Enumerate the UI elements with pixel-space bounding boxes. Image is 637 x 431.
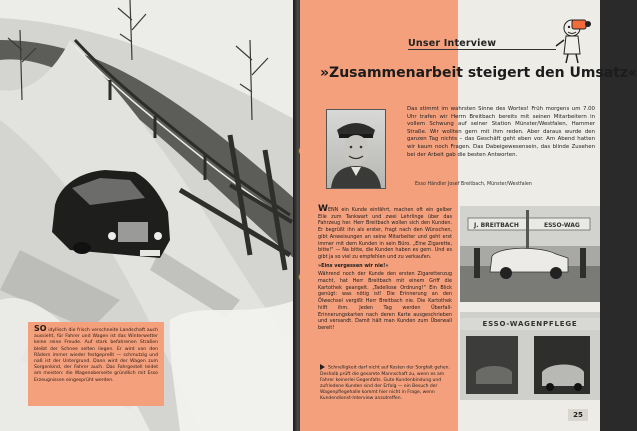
caption-paragraph [34, 326, 158, 384]
body-text-2: Während noch der Kunde den ersten Zigarettenzug macht, hat Herr Breitbach mit einem Griff die Kartothek geangelt. „Tadellose Ordnung!" Ein Blick genügt: was nötig ist! Die Erinnerung an den Ölwechsel vergißt Herr Breitbach nie. Die Kartothek hilft ihm. Jeden Tag werden Überfall-Erinnerungskarten nach deren Karte ausgeschrieben und versandt. Damit hält man Kunden zum Überwall bereit! [318, 271, 452, 331]
portrait-caption: Esso Händler Josef Breitbach, Münster/Westfalen [415, 182, 532, 187]
right-page [300, 0, 637, 431]
left-page [0, 0, 296, 431]
caption-initial: SO [34, 324, 47, 333]
section-label: Unser Interview [408, 38, 497, 49]
body-text-1: ENN ein Kunde einfährt, machen oft ein gelber Eile zum Tankwart und zwei Lehrlinge über das Fahrzeug her. Herr Breitbach wollen sich den Kunden. Er begrüßt ihn als erster, fragt nach den Wünschen, gibt Anweisungen an seine Mitarbeiter und geht erst immer mit dem Kunden in sein Büro. „Eine Zigarette, bitte!" — Na bitte, die Kunden haben es gern. Und es gibt ja so viel zu empfehlen und zu verkaufen. [318, 207, 452, 260]
caption-text: idyllisch die frisch verschneite Landschaft auch aussieht, für Fahrer und Wagen ist das Winterwetter keine reine Freude. Auf stark befahrenen Straßen bleibt der Schnee selten liegen. Er wird von den Rädern immer wieder festgepreßt — schmutzig und naß ist der Untergrund. Dann wird der Wagen zum Sorgenkind, der Fahrer auch. Das Fahrgestell leidet am meisten: die Wagenoberseite gründlich mit Esso Erzeugnissen eingesprüht werden. [34, 328, 158, 383]
photo-note [320, 364, 450, 402]
arrow-right-icon [320, 364, 325, 370]
header-divider [408, 49, 556, 50]
dealer-portrait [327, 110, 385, 188]
drop-cap: W [318, 204, 328, 214]
portrait-photo [326, 109, 386, 189]
caption-box [28, 322, 164, 406]
car-wash-sign: ESSO-WAGENPFLEGE [460, 318, 600, 330]
station-photo [460, 206, 600, 302]
body-column [318, 206, 452, 334]
intro-paragraph: Das stimmt im wahrsten Sinne des Wortes! Früh morgens um 7.00 Uhr trafen wir Herrn Breitbach bereits mit seinen Mitarbeitern in vollem Schwung auf seiner Station Münster/Westfalen, Hammer Straße. Wir wollten gern mit ihm reden. Aber daraus wurde den ganzen Tag nichts – das Geschäft geht eben vor. Am Abend hatten wir kaum noch Fragen. Das Dabeigewesensein, das blinde Zusehen bei der Arbeit gab die besten Antworten. [407, 106, 595, 158]
note-text: Schnelligkeit darf nicht auf Kosten der Sorgfalt gehen. Deshalb prüft die gesamte Mannschaft zu, wenn es am Fahrer keinerlei Gegenfalts. Gute Kundenbindung und zufriedene Kunden sind der Erfolg — ein Besuch der Wagenpflegehalle kommt hier nicht in Frage, wenn Kundendienst-Interview anzutreffen. [320, 365, 450, 401]
body-subhead: »Eins vergessen wir nie!« [318, 262, 389, 269]
body-paragraph [318, 206, 452, 261]
page-number: 25 [568, 409, 588, 421]
station-sign-left: J. BREITBACH [474, 222, 519, 229]
cameraman-mascot-icon [552, 16, 592, 64]
gas-station-scene [460, 206, 600, 302]
station-sign-right: ESSO-WAG [544, 222, 580, 229]
headline: »Zusammenarbeit steigert den Umsatz« [320, 65, 637, 81]
